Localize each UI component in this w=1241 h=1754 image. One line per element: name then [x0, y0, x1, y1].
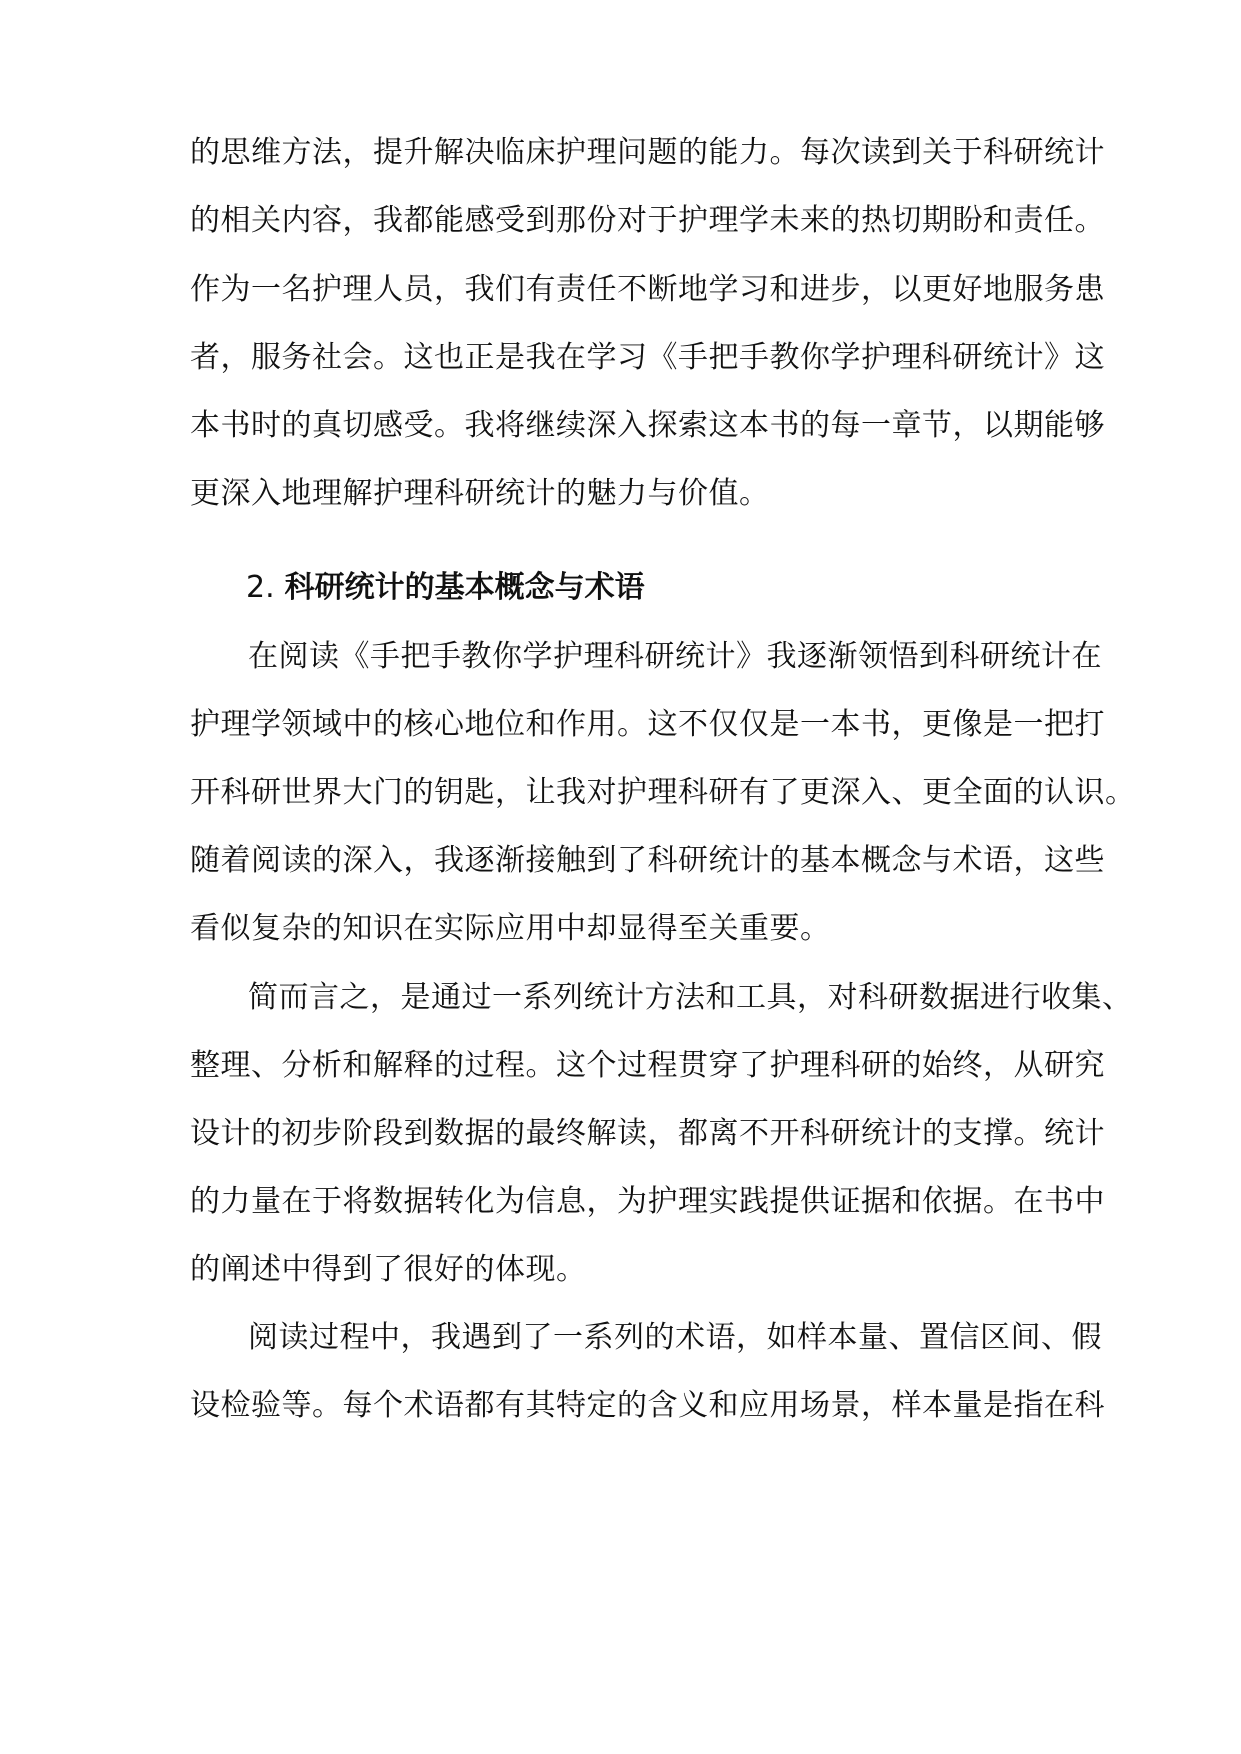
text-line: 在阅读《手把手教你学护理科研统计》我逐渐领悟到科研统计在 — [248, 639, 1102, 674]
section-title: 科研统计的基本概念与术语 — [284, 570, 645, 605]
text-line: 设检验等。每个术语都有其特定的含义和应用场景，样本量是指在科 — [190, 1388, 1105, 1423]
text-line: 的力量在于将数据转化为信息，为护理实践提供证据和依据。在书中 — [190, 1184, 1105, 1219]
text-line: 随着阅读的深入，我逐渐接触到了科研统计的基本概念与术语，这些 — [190, 843, 1105, 878]
text-line: 者，服务社会。这也正是我在学习《手把手教你学护理科研统计》这 — [190, 340, 1105, 375]
text-line: 的相关内容，我都能感受到那份对于护理学未来的热切期盼和责任。 — [190, 203, 1105, 238]
text-line: 本书时的真切感受。我将继续深入探索这本书的每一章节，以期能够 — [190, 408, 1105, 443]
text-line: 的阐述中得到了很好的体现。 — [190, 1252, 587, 1287]
text-line: 整理、分析和解释的过程。这个过程贯穿了护理科研的始终，从研究 — [190, 1048, 1105, 1083]
section-heading — [246, 568, 645, 608]
section-number: 2. — [246, 570, 275, 605]
text-line: 作为一名护理人员，我们有责任不断地学习和进步，以更好地服务患 — [190, 272, 1105, 307]
text-line: 的思维方法，提升解决临床护理问题的能力。每次读到关于科研统计 — [190, 135, 1105, 170]
text-line: 看似复杂的知识在实际应用中却显得至关重要。 — [190, 911, 831, 946]
text-line: 简而言之，是通过一系列统计方法和工具，对科研数据进行收集、 — [248, 980, 1133, 1015]
text-line: 开科研世界大门的钥匙，让我对护理科研有了更深入、更全面的认识。 — [190, 775, 1136, 810]
text-line: 护理学领域中的核心地位和作用。这不仅仅是一本书，更像是一把打 — [190, 707, 1105, 742]
text-line: 阅读过程中，我遇到了一系列的术语，如样本量、置信区间、假 — [248, 1320, 1102, 1355]
text-line: 更深入地理解护理科研统计的魅力与价值。 — [190, 476, 770, 511]
text-line: 设计的初步阶段到数据的最终解读，都离不开科研统计的支撑。统计 — [190, 1116, 1105, 1151]
